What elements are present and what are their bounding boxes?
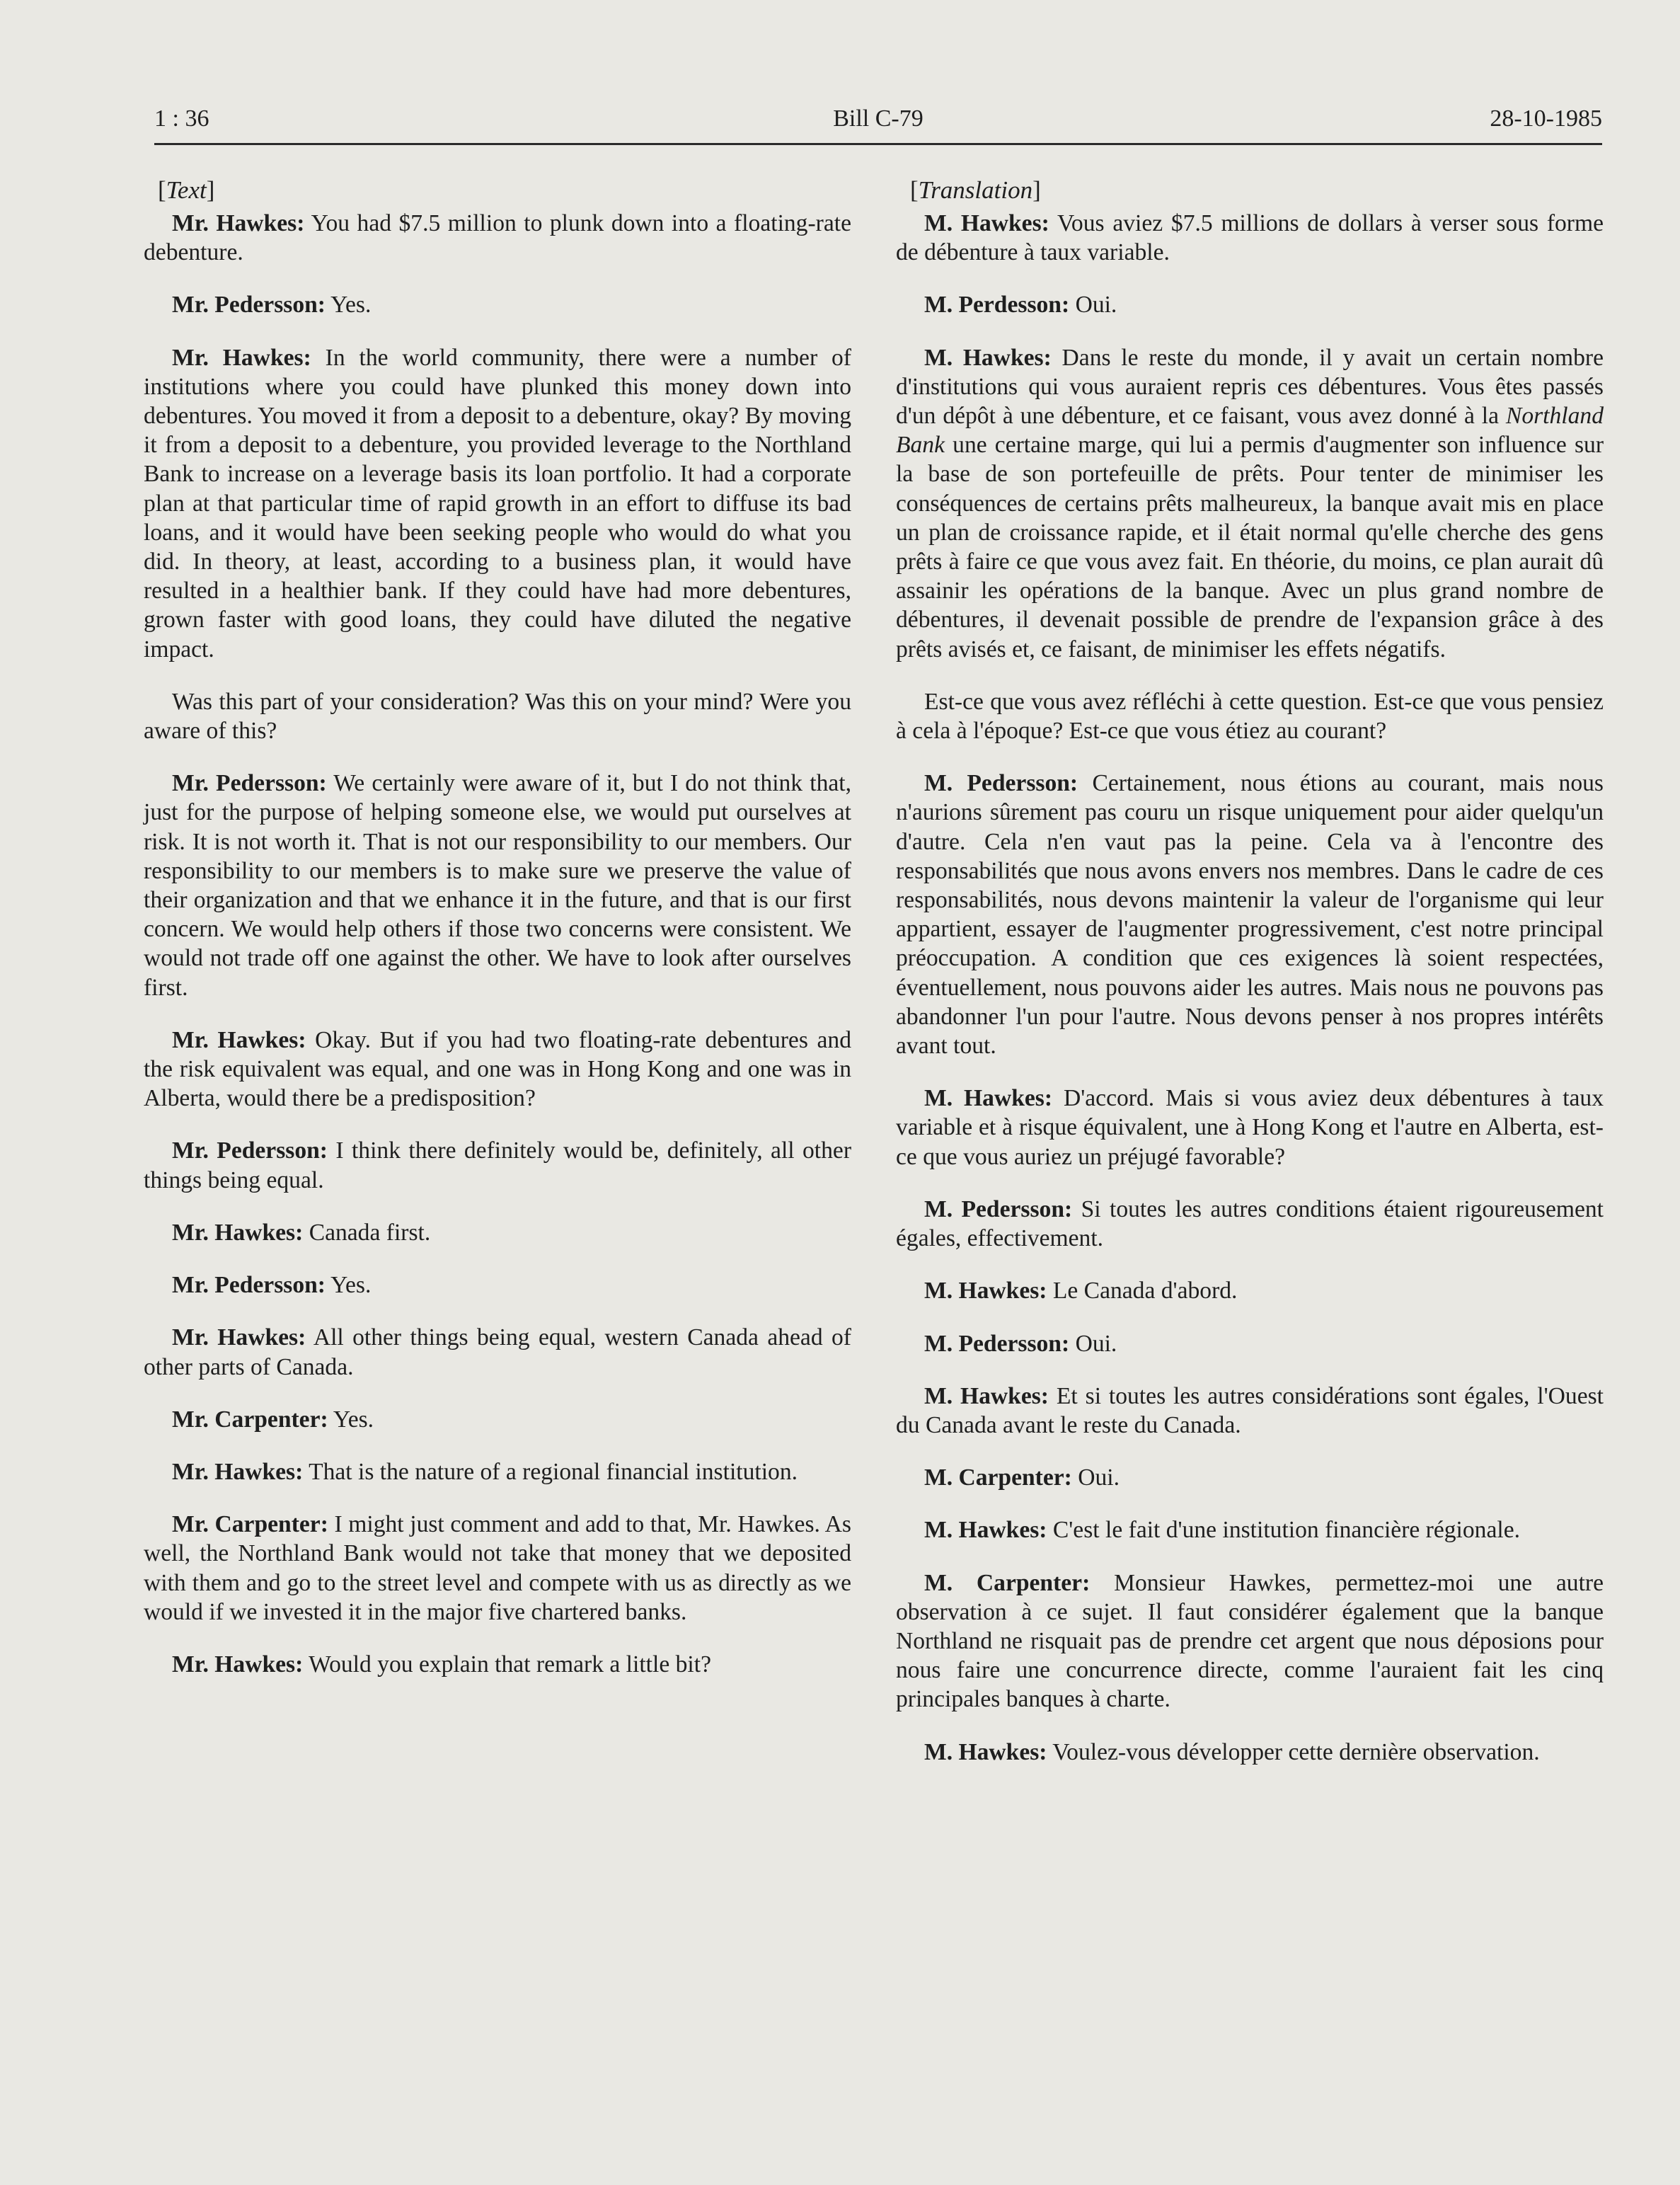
transcript-paragraph [896,1195,1604,1253]
transcript-paragraph [896,1738,1604,1767]
transcript-paragraph [896,1329,1604,1358]
statement-text: Dans le reste du monde, il y avait un certain nombre d'institutions qui vous auraient repris ces débentures. Vous êtes passés d'un dépôt à une débenture, et ce faisant, vous avez donné à la [896,344,1604,430]
speaker-name: Mr. Hawkes: [172,210,305,236]
statement-text: Okay. But if you had two floating-rate debentures and the risk equivalent was equal, and one was in Hong Kong and one was in Alberta, would there be a predisposition? [144,1026,851,1112]
speaker-name: Mr. Hawkes: [172,1219,304,1246]
statement-text: Yes. [328,1406,374,1433]
statement-text: Certainement, nous étions au courant, mais nous n'aurions sûrement pas couru un risque uniquement pour aider quelqu'un d'autre. Cela n'en vaut pas la peine. Cela va à l'encontre des responsabilités que nous avons envers nos membres. Dans le cadre de ces responsabilités, nous devons maintenir la valeur de l'organisme qui leur appartient, essayer de l'augmenter progressivement, c'est notre principal préoccupation. A condition que ces exigences là soient respectées, éventuellement, nous pouvons aider les autres. Mais nous ne pouvons pas abandonner l'un pour l'autre. Nous devons penser à nos propres intérêts avant tout. [896,770,1604,1060]
statement-text-continued: une certaine marge, qui lui a permis d'augmenter son influence sur la base de son portefeuille de prêts. Pour tenter de minimiser les conséquences de certains prêts malheureux, la banque avait mis en place un plan de croissance rapide, et il était normal qu'elle cherche des gens prêts à faire ce que vous avez fait. En théorie, du moins, ce plan aurait dû assainir les opérations de la banque. Avec un plus grand nombre de débentures, il devenait possible de prendre de l'expansion grâce à des prêts avisés et, ce faisant, de minimiser les effets négatifs. [896,432,1604,663]
speaker-name: M. Pedersson: [924,1330,1070,1357]
transcript-paragraph [144,1405,851,1434]
section-tag-text: [Text] [158,176,215,204]
statement-text: Would you explain that remark a little bit? [303,1651,711,1678]
statement-text: Yes. [325,1272,372,1299]
speaker-name: M. Hawkes: [924,1517,1047,1544]
transcript-paragraph [144,1650,851,1679]
statement-text: We certainly were aware of it, but I do not think that, just for the purpose of helping someone else, we would put ourselves at risk. It is not worth it. That is not our responsibility to our members. Our responsibility to our members is to make sure we preserve the value of their organization and that we enhance it in the future, and that is our first concern. We would help others if those two concerns were consistent. We would not trade off one against the other. We have to look after ourselves first. [144,770,851,1001]
speaker-name: Mr. Pedersson: [172,770,327,797]
transcript-paragraph [896,1084,1604,1171]
statement-text: Est-ce que vous avez réfléchi à cette question. Est-ce que vous pensiez à cela à l'époque? Est-ce que vous étiez au courant? [896,688,1604,745]
speaker-name: Mr. Hawkes: [172,1026,306,1053]
transcript-paragraph [144,1510,851,1627]
transcript-paragraph [144,343,851,664]
statement-text: Vous aviez $7.5 millions de dollars à verser sous forme de débenture à taux variable. [896,210,1604,266]
transcript-paragraph [144,1026,851,1113]
transcript-paragraph [896,1515,1604,1544]
bill-title: Bill C-79 [833,105,924,132]
speaker-name: M. Hawkes: [924,210,1049,236]
statement-text: I think there definitely would be, definitely, all other things being equal. [144,1137,851,1193]
english-column [144,174,851,1702]
transcript-paragraph [144,209,851,267]
transcript-paragraph [896,1463,1604,1492]
transcript-paragraph [144,1323,851,1381]
transcript-paragraph [144,687,851,745]
speaker-name: M. Perdesson: [924,292,1070,319]
transcript-paragraph [144,769,851,1002]
speaker-name: Mr. Hawkes: [172,344,311,371]
speaker-name: Mr. Carpenter: [172,1511,328,1538]
speaker-name: M. Hawkes: [924,1738,1047,1765]
statement-text: Oui. [1069,1330,1117,1357]
transcript-paragraph [144,1136,851,1194]
transcript-paragraph [144,290,851,319]
transcript-paragraph [896,290,1604,319]
speaker-name: Mr. Pedersson: [172,292,326,319]
sitting-date: 28-10-1985 [1490,105,1602,132]
statement-text: Oui. [1069,292,1117,319]
statement-text: C'est le fait d'une institution financière régionale. [1047,1517,1520,1544]
statement-text: You had $7.5 million to plunk down into a floating-rate debenture. [144,210,851,266]
transcript-paragraph [896,1569,1604,1714]
statement-text: Si toutes les autres conditions étaient rigoureusement égales, effectivement. [896,1195,1604,1252]
statement-text: Et si toutes les autres considérations sont égales, l'Ouest du Canada avant le reste du Canada. [896,1382,1604,1438]
speaker-name: Mr. Hawkes: [172,1458,304,1485]
italic-term: Northland Bank [896,403,1604,459]
page-header [154,103,1602,145]
speaker-name: Mr. Hawkes: [172,1324,306,1351]
speaker-name: M. Hawkes: [924,1085,1053,1112]
english-transcript [144,209,851,1679]
transcript-paragraph [896,343,1604,664]
statement-text: In the world community, there were a number of institutions where you could have plunked this money down into debentures. You moved it from a deposit to a debenture, okay? By moving it from a deposit to a debenture, you provided leverage to the Northland Bank to increase on a leverage basis its loan portfolio. It had a corporate plan at that particular time of rapid growth in an effort to diffuse its bad loans, and it would have been seeking people who would do what you did. In theory, at least, according to a business plan, it would have resulted in a healthier bank. If they could have had more debentures, grown faster with good loans, they could have diluted the negative impact. [144,344,851,663]
french-transcript [896,209,1604,1767]
french-column [896,174,1604,1790]
statement-text: Oui. [1071,1464,1120,1491]
speaker-name: Mr. Pedersson: [172,1272,326,1299]
statement-text: Le Canada d'abord. [1047,1278,1238,1304]
statement-text: D'accord. Mais si vous aviez deux débentures à taux variable et à risque équivalent, une à Hong Kong et l'autre en Alberta, est-ce que vous auriez un préjugé favorable? [896,1085,1604,1170]
statement-text: All other things being equal, western Canada ahead of other parts of Canada. [144,1324,851,1380]
speaker-name: Mr. Hawkes: [172,1651,304,1678]
statement-text: Yes. [325,292,372,319]
statement-text: Canada first. [303,1219,431,1246]
transcript-paragraph [144,1271,851,1300]
speaker-name: M. Pedersson: [924,1195,1073,1222]
speaker-name: M. Carpenter: [924,1569,1091,1596]
speaker-name: M. Hawkes: [924,344,1052,371]
transcript-paragraph [144,1457,851,1486]
speaker-name: M. Hawkes: [924,1382,1049,1409]
statement-text: Monsieur Hawkes, permettez-moi une autre observation à ce sujet. Il faut considérer également que la banque Northland ne risquait pas de prendre cet argent que nous déposions pour nous faire une concurrence directe, comme l'auraient fait les cinq principales banques à charte. [896,1569,1604,1713]
section-tag-translation: [Translation] [910,176,1041,204]
page-number: 1 : 36 [154,105,209,132]
statement-text: Voulez-vous développer cette dernière observation. [1047,1738,1540,1765]
speaker-name: M. Pedersson: [924,770,1078,797]
statement-text: Was this part of your consideration? Was this on your mind? Were you aware of this? [144,688,851,745]
speaker-name: Mr. Carpenter: [172,1406,328,1433]
speaker-name: Mr. Pedersson: [172,1137,328,1164]
transcript-paragraph [896,687,1604,745]
transcript-paragraph [896,1382,1604,1440]
transcript-paragraph [896,1276,1604,1305]
statement-text: That is the nature of a regional financial institution. [303,1458,798,1485]
speaker-name: M. Carpenter: [924,1464,1072,1491]
statement-text: I might just comment and add to that, Mr. Hawkes. As well, the Northland Bank would not take that money that we deposited with them and go to the street level and compete with us as directly as we would if we invested it in the major five chartered banks. [144,1511,851,1625]
transcript-paragraph [144,1218,851,1247]
speaker-name: M. Hawkes: [924,1278,1047,1304]
transcript-paragraph [896,769,1604,1060]
transcript-paragraph [896,209,1604,267]
